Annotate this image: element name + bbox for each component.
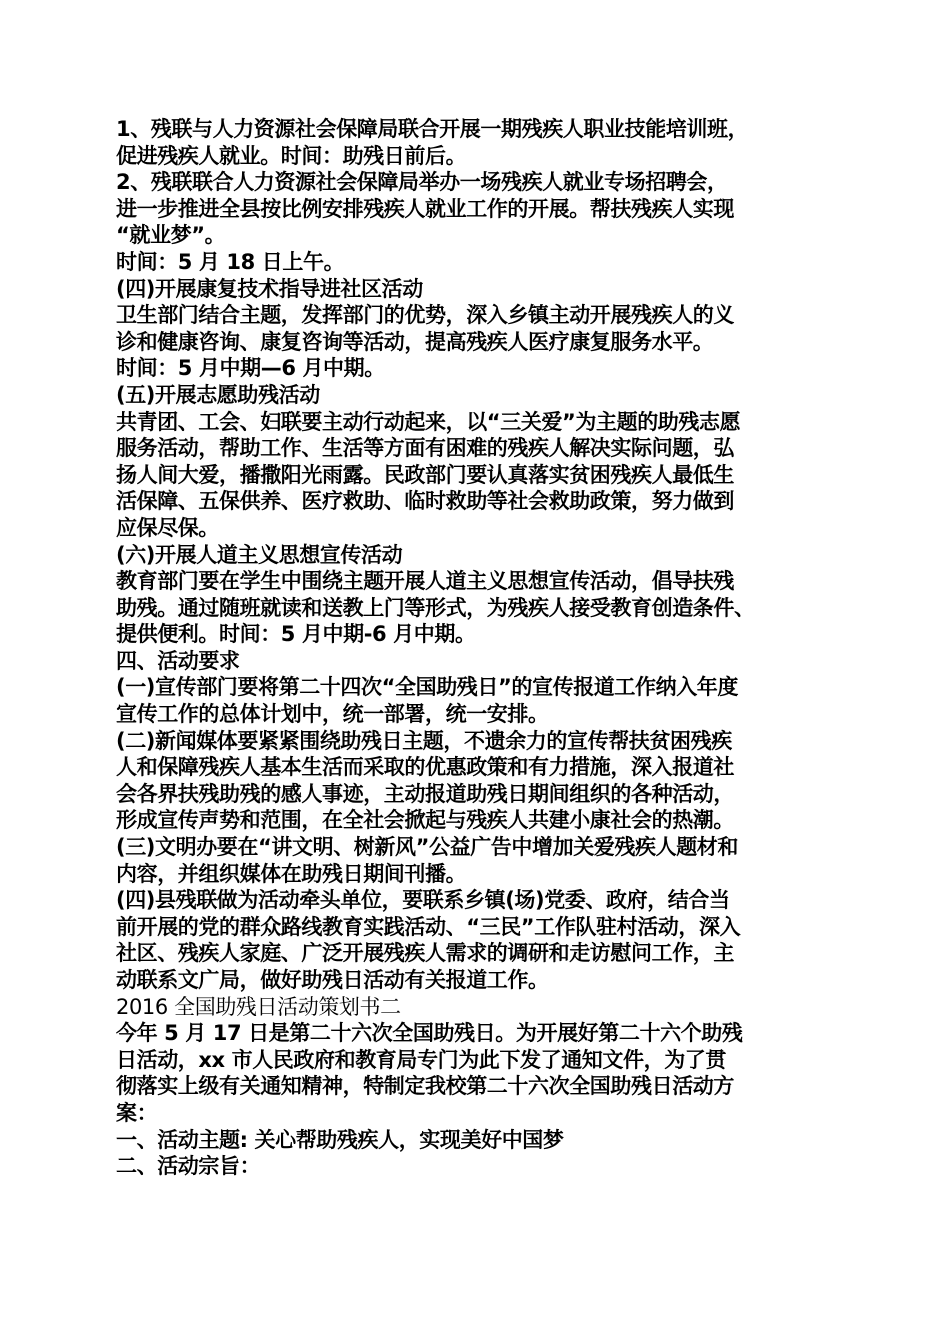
section-heading: (四)开展康复技术指导进社区活动 xyxy=(116,276,423,301)
text-line: 卫生部门结合主题，发挥部门的优势，深入乡镇主动开展残疾人的义 xyxy=(116,303,734,328)
text-line: 1、残联与人力资源社会保障局联合开展一期残疾人职业技能培训班， xyxy=(116,117,749,141)
text-line: 彻落实上级有关通知精神，特制定我校第二十六次全国助残日活动方 xyxy=(116,1074,734,1099)
text-line: 促进残疾人就业。时间：助残日前后。 xyxy=(116,143,467,168)
text-line: (三)文明办要在“讲文明、树新风”公益广告中增加关爱残疾人题材和 xyxy=(116,835,738,860)
text-line: 扬人间大爱，播撒阳光雨露。民政部门要认真落实贫困残疾人最低生 xyxy=(116,462,734,487)
section-heading: 一、活动主题: 关心帮助残疾人，实现美好中国梦 xyxy=(116,1127,564,1152)
section-heading: (六)开展人道主义思想宣传活动 xyxy=(116,542,403,567)
text-line: 教育部门要在学生中围绕主题开展人道主义思想宣传活动，倡导扶残 xyxy=(116,569,734,594)
text-line: 诊和健康咨询、康复咨询等活动，提高残疾人医疗康复服务水平。 xyxy=(116,329,714,354)
section-heading: (五)开展志愿助残活动 xyxy=(116,382,320,407)
text-line: (二)新闻媒体要紧紧围绕助残日主题，不遗余力的宣传帮扶贫困残疾 xyxy=(116,728,732,753)
text-line: 宣传工作的总体计划中，统一部署，统一安排。 xyxy=(116,702,549,727)
text-line: 助残。通过随班就读和送教上门等形式，为残疾人接受教育创造条件、 xyxy=(116,595,755,620)
text-line: 2、残联联合人力资源社会保障局举办一场残疾人就业专场招聘会， xyxy=(116,170,728,195)
text-line: 形成宣传声势和范围，在全社会掀起与残疾人共建小康社会的热潮。 xyxy=(116,808,734,833)
text-line: “就业梦”。 xyxy=(116,223,226,248)
text-line: 动联系文广局，做好助残日活动有关报道工作。 xyxy=(116,968,549,992)
text-line: 共青团、工会、妇联要主动行动起来，以“三关爱”为主题的助残志愿 xyxy=(116,409,741,434)
text-line: 今年 5 月 17 日是第二十六次全国助残日。为开展好第二十六个助残 xyxy=(116,1021,743,1046)
text-line: 时间：5 月中期—6 月中期。 xyxy=(116,356,385,381)
text-line: 社区、残疾人家庭、广泛开展残疾人需求的调研和走访慰问工作，主 xyxy=(116,941,734,966)
text-line: 服务活动，帮助工作、生活等方面有困难的残疾人解决实际问题，弘 xyxy=(116,436,734,461)
document-title: 2016 全国助残日活动策划书二 xyxy=(116,994,401,1019)
text-line: 人和保障残疾人基本生活而采取的优惠政策和有力措施，深入报道社 xyxy=(116,755,734,780)
document-body xyxy=(116,116,856,1180)
text-line: 进一步推进全县按比例安排残疾人就业工作的开展。帮扶残疾人实现 xyxy=(116,196,734,221)
text-line: 内容，并组织媒体在助残日期间刊播。 xyxy=(116,861,467,886)
text-line: 案： xyxy=(116,1100,158,1125)
text-line: (一)宣传部门要将第二十四次“全国助残日”的宣传报道工作纳入年度 xyxy=(116,675,738,700)
text-line: 日活动，xx 市人民政府和教育局专门为此下发了通知文件，为了贯 xyxy=(116,1047,726,1072)
text-line: 应保尽保。 xyxy=(116,515,219,540)
text-line: 活保障、五保供养、医疗救助、临时救助等社会救助政策，努力做到 xyxy=(116,489,734,514)
text-line: (四)县残联做为活动牵头单位，要联系乡镇(场)党委、政府，结合当 xyxy=(116,888,730,913)
section-heading: 四、活动要求 xyxy=(116,648,240,673)
section-heading: 二、活动宗旨： xyxy=(116,1154,261,1179)
text-line: 前开展的党的群众路线教育实践活动、“三民”工作队驻村活动，深入 xyxy=(116,914,741,939)
text-line: 会各界扶残助残的感人事迹，主动报道助残日期间组织的各种活动， xyxy=(116,781,734,806)
text-line: 时间：5 月 18 日上午。 xyxy=(116,249,345,274)
text-line: 提供便利。时间：5 月中期-6 月中期。 xyxy=(116,622,476,647)
